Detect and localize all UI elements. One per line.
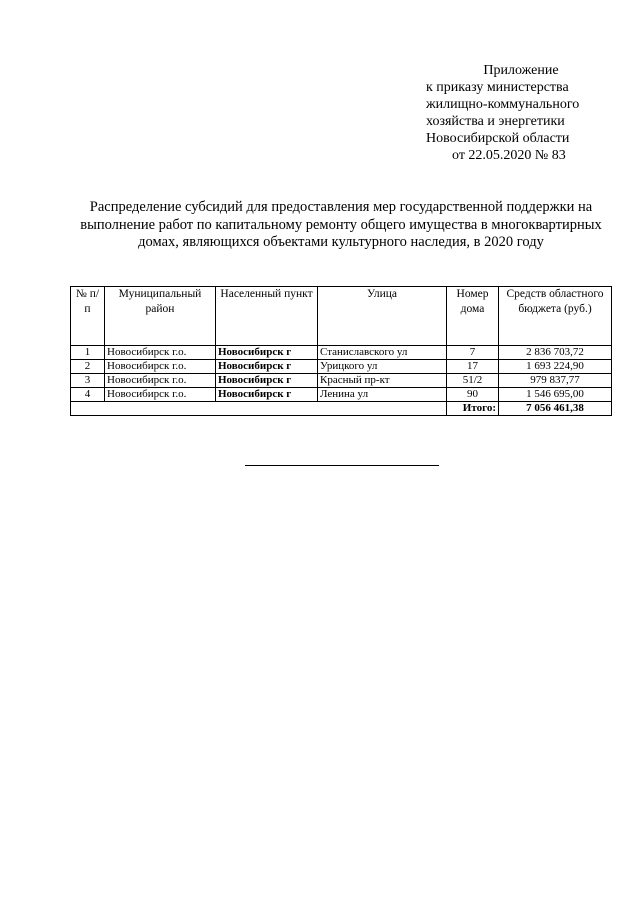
total-row <box>71 402 612 416</box>
row-street: Красный пр-кт <box>318 374 447 388</box>
appendix-header <box>426 62 616 164</box>
col-header-number: № п/п <box>71 287 105 346</box>
appendix-ministry-line-1: жилищно-коммунального <box>426 97 580 112</box>
document-title: Распределение субсидий для предоставления мер государственной поддержки на выполнение работ по капитальному ремонту общего имущества в многоквартирных домах, являющихся объектами культурного наследия, в 2020 году <box>80 199 602 250</box>
table-row <box>71 388 612 402</box>
appendix-region-line: Новосибирской области <box>426 131 570 146</box>
row-amount: 2 836 703,72 <box>499 346 612 360</box>
row-amount: 1 546 695,00 <box>499 388 612 402</box>
table-header-row <box>71 287 612 346</box>
row-street: Станиславского ул <box>318 346 447 360</box>
total-value: 7 056 461,38 <box>499 402 612 416</box>
row-number: 4 <box>71 388 105 402</box>
total-spacer <box>71 402 447 416</box>
row-district: Новосибирск г.о. <box>105 360 216 374</box>
col-header-street: Улица <box>318 287 447 346</box>
row-settlement: Новосибирск г <box>216 360 318 374</box>
col-header-district: Муниципальный район <box>105 287 216 346</box>
table-row <box>71 346 612 360</box>
table-row <box>71 360 612 374</box>
row-district: Новосибирск г.о. <box>105 388 216 402</box>
row-street: Ленина ул <box>318 388 447 402</box>
row-number: 1 <box>71 346 105 360</box>
row-house: 7 <box>447 346 499 360</box>
col-header-budget: Средств областного бюджета (руб.) <box>499 287 612 346</box>
table-row <box>71 374 612 388</box>
col-header-settlement: Населенный пункт <box>216 287 318 346</box>
row-district: Новосибирск г.о. <box>105 346 216 360</box>
row-number: 3 <box>71 374 105 388</box>
row-amount: 979 837,77 <box>499 374 612 388</box>
row-house: 17 <box>447 360 499 374</box>
row-settlement: Новосибирск г <box>216 388 318 402</box>
appendix-order-line: к приказу министерства <box>426 80 569 95</box>
total-label: Итого: <box>447 402 499 416</box>
row-district: Новосибирск г.о. <box>105 374 216 388</box>
row-house: 51/2 <box>447 374 499 388</box>
closing-divider-line <box>245 465 439 466</box>
subsidies-table <box>70 286 612 416</box>
row-house: 90 <box>447 388 499 402</box>
row-amount: 1 693 224,90 <box>499 360 612 374</box>
appendix-date-line: от 22.05.2020 № 83 <box>452 148 566 163</box>
row-settlement: Новосибирск г <box>216 374 318 388</box>
row-number: 2 <box>71 360 105 374</box>
appendix-ministry-line-2: хозяйства и энергетики <box>426 114 565 129</box>
col-header-house: Номер дома <box>447 287 499 346</box>
appendix-label: Приложение <box>483 63 559 78</box>
row-street: Урицкого ул <box>318 360 447 374</box>
row-settlement: Новосибирск г <box>216 346 318 360</box>
